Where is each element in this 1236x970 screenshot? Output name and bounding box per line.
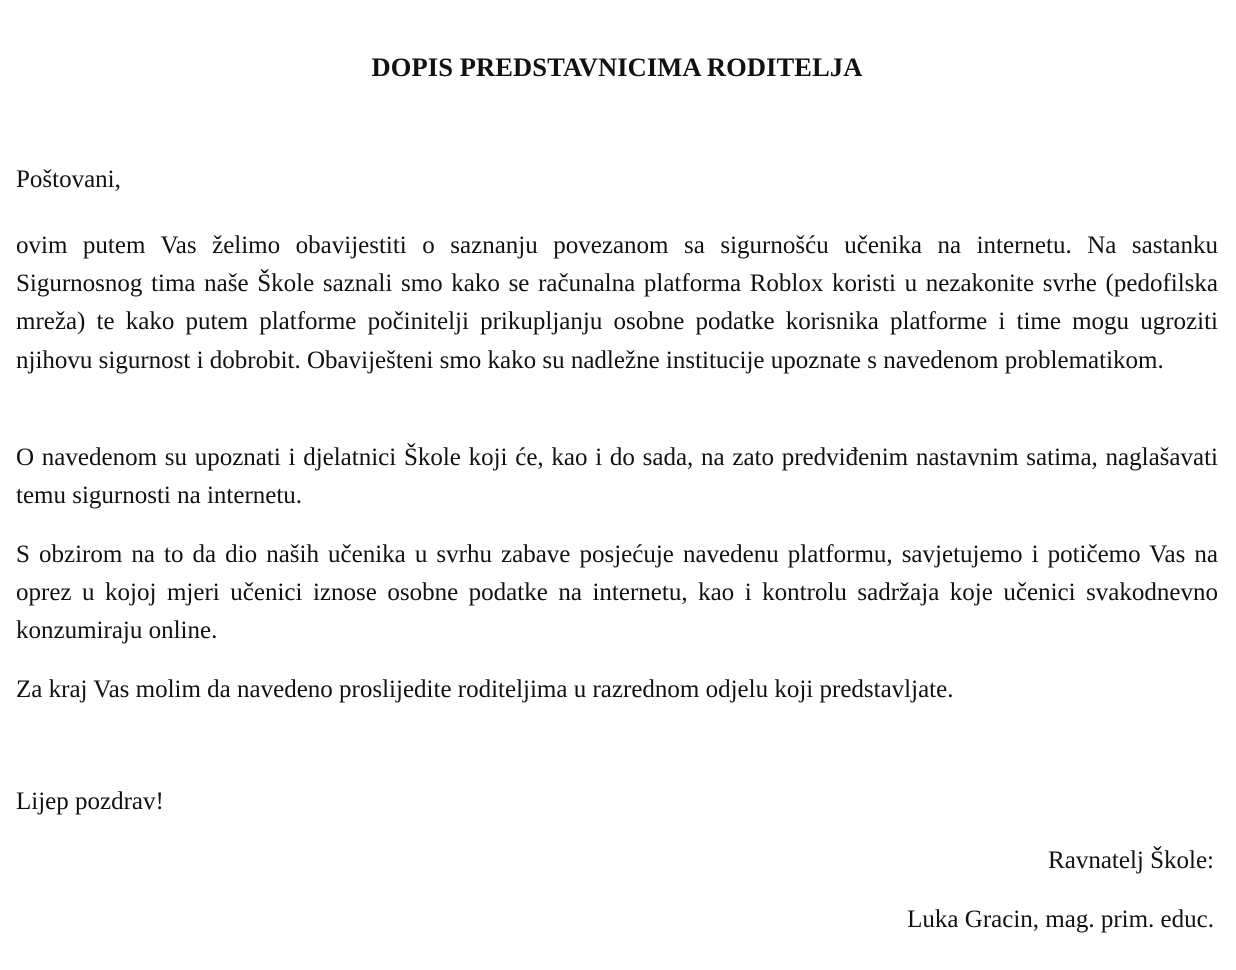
letter-page: [16, 0, 1218, 970]
body-paragraph-4: Za kraj Vas molim da navedeno proslijedite roditeljima u razrednom odjelu koji predstavljate.: [16, 676, 954, 703]
body-paragraph-2: O navedenom su upoznati i djelatnici Škole koji će, kao i do sada, na zato predviđenim nastavnim satima, naglašavati temu sigurnosti na internetu.: [16, 444, 1218, 510]
greeting: Poštovani,: [16, 166, 121, 193]
body-paragraph-1: ovim putem Vas želimo obavijestiti o saznanju povezanom sa sigurnošću učenika na internetu. Na sastanku Sigurnosnog tima naše Škole saznali smo kako se računalna platforma Roblox koristi u nezakonite svrhe (pedofilska mreža) te kako putem platforme počinitelji prikupljanju osobne podatke korisnika platforme i time mogu ugroziti njihovu sigurnost i dobrobit. Obaviješteni smo kako su nadležne institucije upoznate s navedenom problematikom.: [16, 232, 1218, 374]
body-paragraph-3: S obzirom na to da dio naših učenika u svrhu zabave posjećuje navedenu platformu, savjetujemo i potičemo Vas na oprez u kojoj mjeri učenici iznose osobne podatke na internetu, kao i kontrolu sadržaja koje učenici svakodnevno konzumiraju online.: [16, 541, 1218, 645]
signature-role: Ravnatelj Škole:: [1048, 847, 1214, 874]
signature-name: Luka Gracin, mag. prim. educ.: [907, 906, 1214, 933]
closing-salutation: Lijep pozdrav!: [16, 788, 164, 815]
document-title: DOPIS PREDSTAVNICIMA RODITELJA: [371, 52, 863, 82]
